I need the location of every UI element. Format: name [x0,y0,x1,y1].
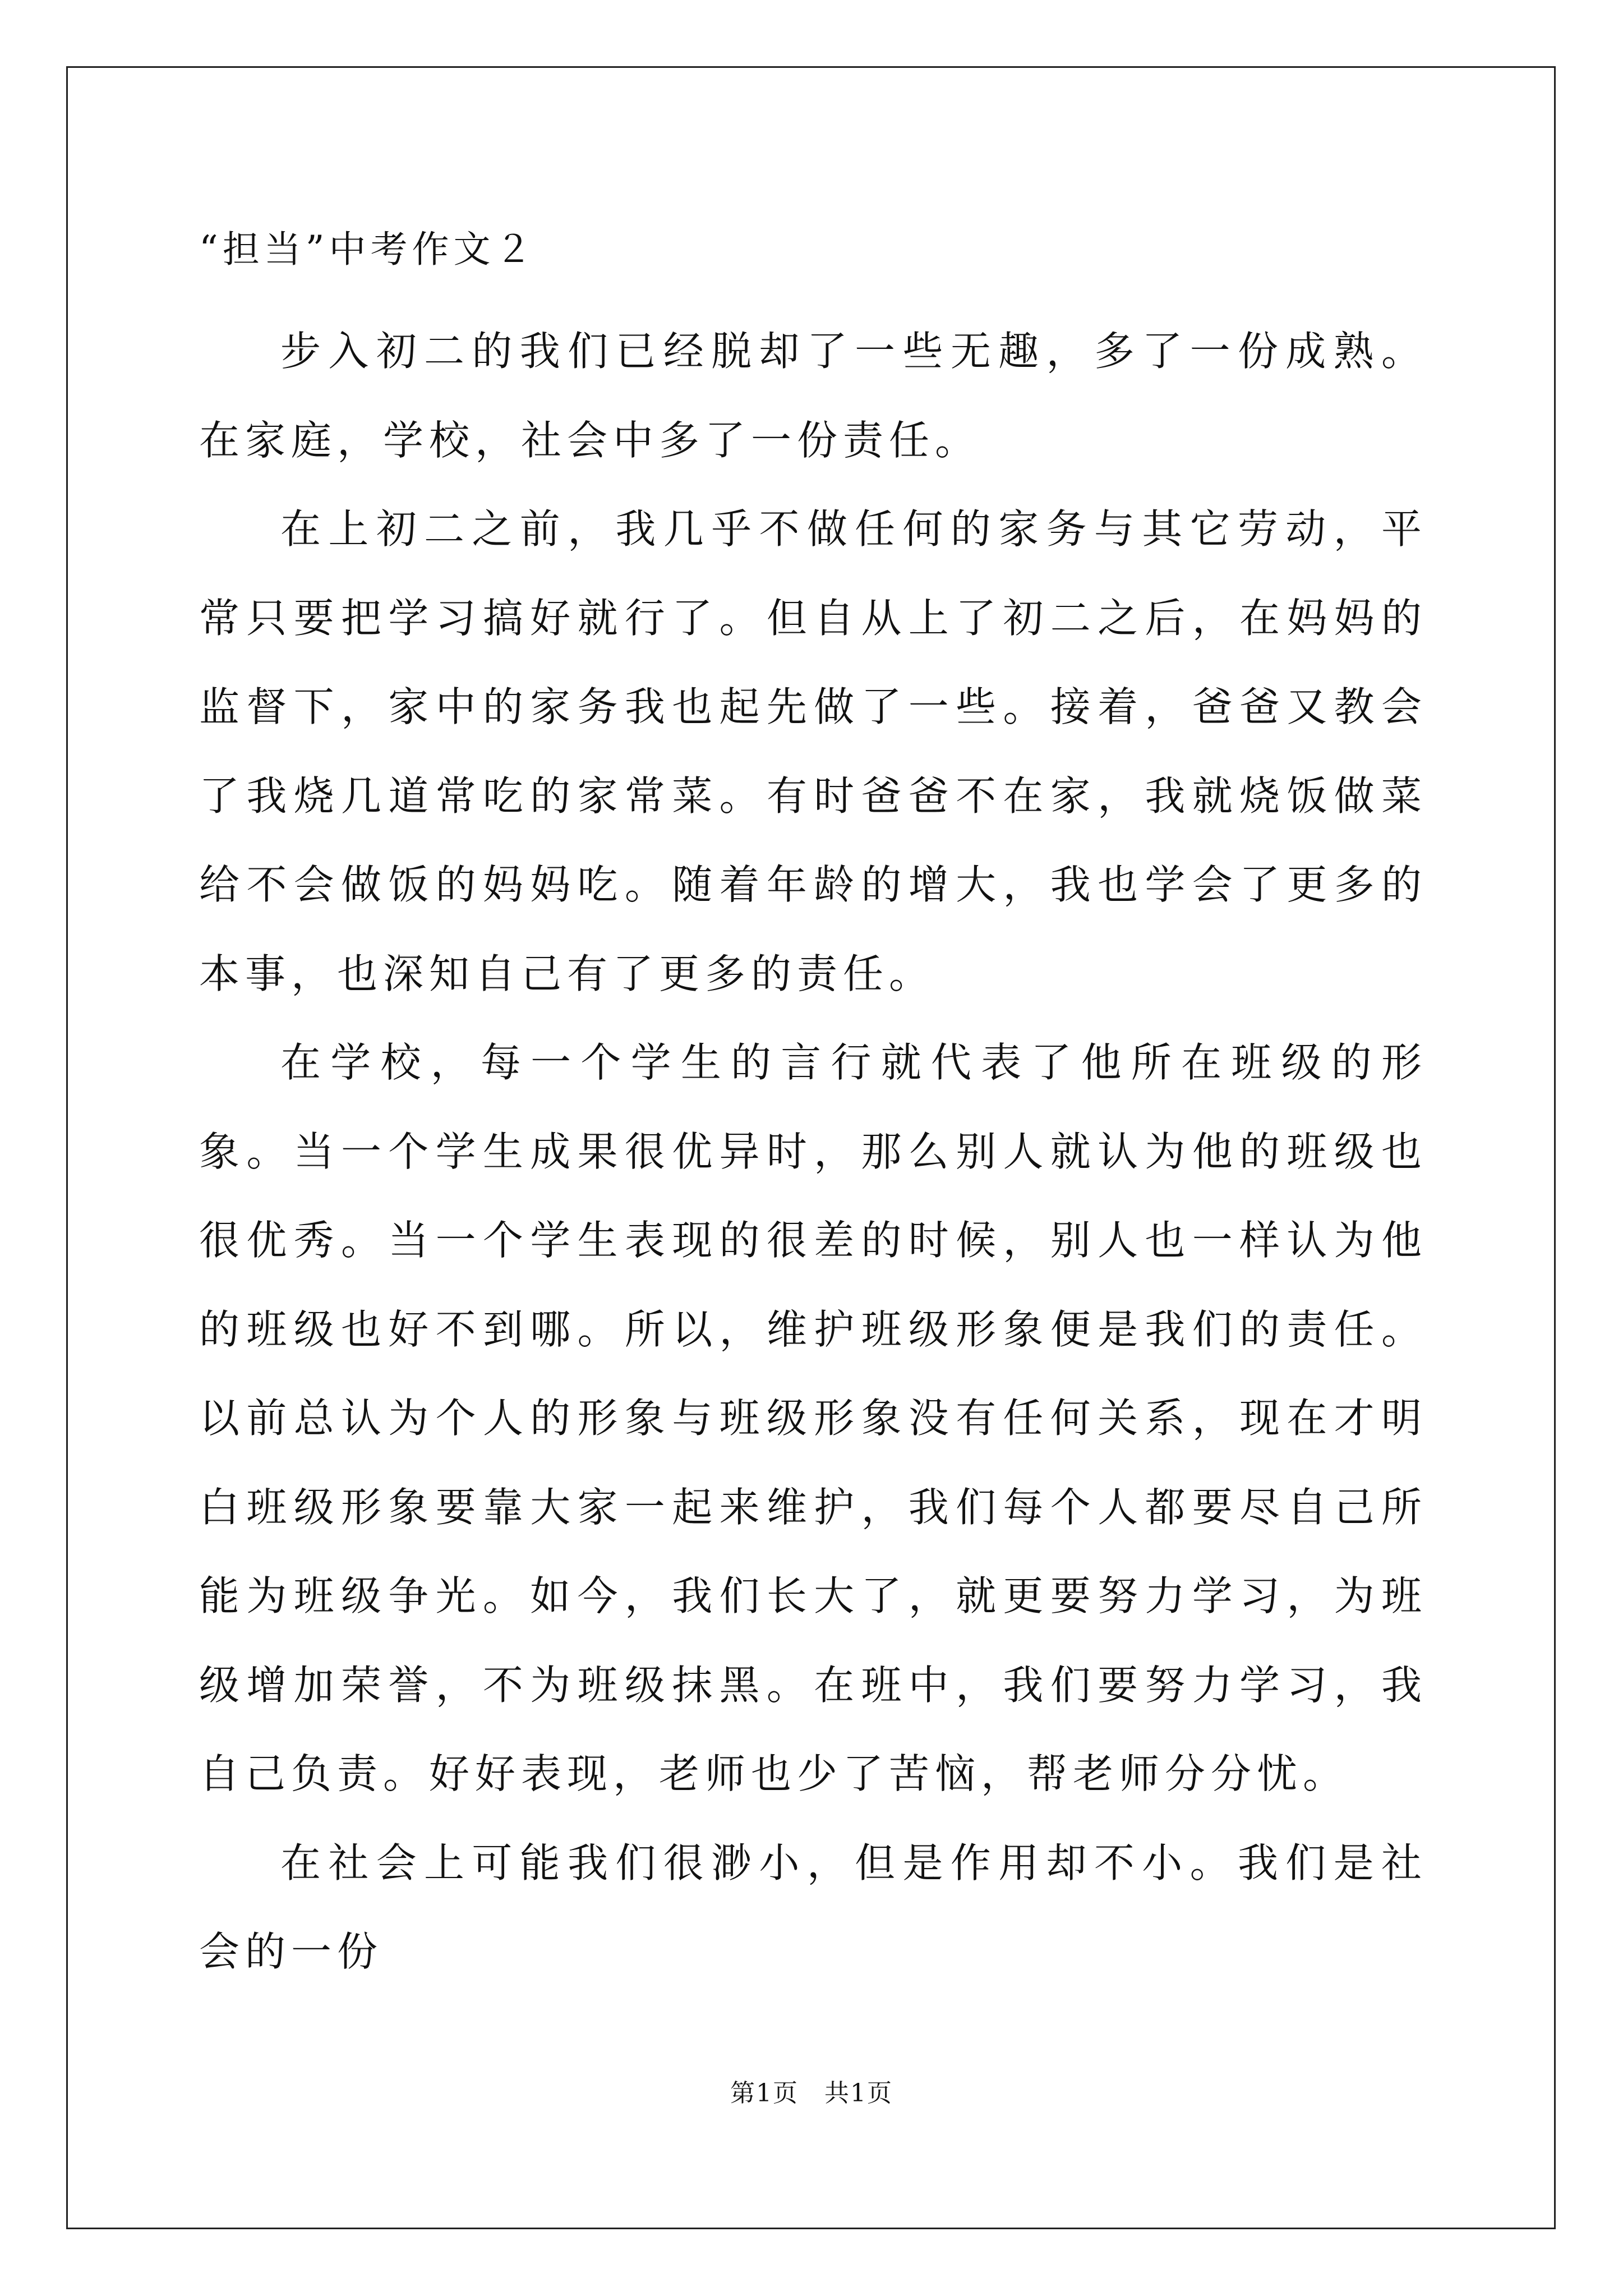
page-number-footer: 第1页 共1页 [730,2079,893,2108]
paragraph-1: 步入初二的我们已经脱却了一些无趣，多了一份成熟。在家庭，学校，社会中多了一份责任。 [199,328,1427,464]
document-title: “担当”中考作文２ [199,228,537,271]
paragraph-2: 在上初二之前，我几乎不做任何的家务与其它劳动，平常只要把学习搞好就行了。但自从上了初二之后，在妈妈的监督下，家中的家务我也起先做了一些。接着，爸爸又教会了我烧几道常吃的家常菜。有时爸爸不在家，我就烧饭做菜给不会做饭的妈妈吃。随着年龄的增大，我也学会了更多的本事，也深知自己有了更多的责任。 [199,505,1427,997]
document-body [199,222,1427,1996]
paragraph-4: 在社会上可能我们很渺小，但是作用却不小。我们是社会的一份 [199,1839,1427,1975]
paragraph-3: 在学校，每一个学生的言行就代表了他所在班级的形象。当一个学生成果很优异时，那么别人就认为他的班级也很优秀。当一个学生表现的很差的时候，别人也一样认为他的班级也好不到哪。所以，维护班级形象便是我们的责任。以前总认为个人的形象与班级形象没有任何关系，现在才明白班级形象要靠大家一起来维护，我们每个人都要尽自己所能为班级争光。如今，我们长大了，就更要努力学习，为班级增加荣誉，不为班级抹黑。在班中，我们要努力学习，我自己负责。好好表现，老师也少了苦恼，帮老师分分忧。 [199,1039,1427,1797]
